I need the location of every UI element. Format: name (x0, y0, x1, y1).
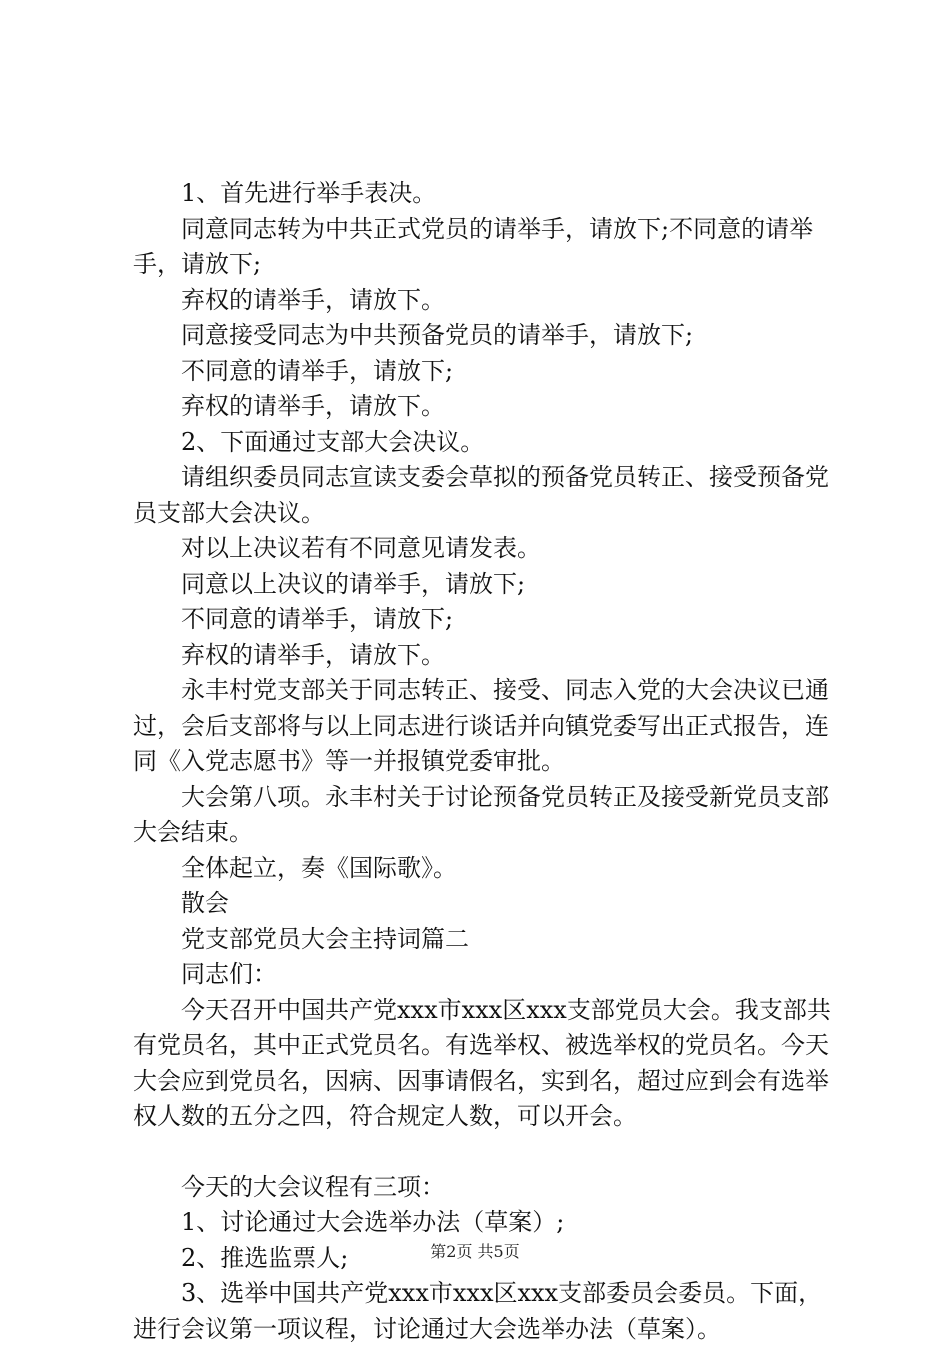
paragraph: 对以上决议若有不同意见请发表。 (181, 534, 541, 562)
salutation: 同志们： (181, 960, 277, 988)
paragraph: 不同意的请举手，请放下; (181, 356, 454, 385)
paragraph: 1、首先进行举手表决。 (181, 179, 437, 207)
paragraph: 大会第八项。永丰村关于讨论预备党员转正及接受新党员支部大会结束。 (133, 782, 829, 846)
paragraph: 同意接受同志为中共预备党员的请举手，请放下; (181, 321, 694, 349)
section-heading: 党支部党员大会主持词篇二 (181, 924, 469, 953)
paragraph: 今天召开中国共产党xxx市xxx区xxx支部党员大会。我支部共有党员名，其中正式党员名。有选举权、被选举权的党员名。今天大会应到党员名，因病、因事请假名，实到名，超过应到会有选举权人数的五分之四，符合规定人数，可以开会。 (133, 995, 831, 1130)
paragraph: 今天的大会议程有三项： (181, 1172, 445, 1201)
document-body (133, 176, 833, 1347)
page-number-footer: 第2页 共5页 (430, 1242, 520, 1261)
agenda-item: 2、推选监票人; (181, 1243, 349, 1272)
paragraph: 同意同志转为中共正式党员的请举手，请放下;不同意的请举手，请放下; (133, 214, 814, 278)
agenda-item: 3、选举中国共产党xxx市xxx区xxx支部委员会委员。下面，进行会议第一项议程，讨论通过大会选举办法（草案）。 (133, 1279, 823, 1343)
paragraph-spacer (133, 1135, 833, 1170)
paragraph: 弃权的请举手，请放下。 (181, 392, 445, 420)
paragraph: 2、下面通过支部大会决议。 (181, 427, 485, 456)
paragraph: 不同意的请举手，请放下; (181, 605, 454, 633)
paragraph: 弃权的请举手，请放下。 (181, 285, 445, 314)
paragraph: 永丰村党支部关于同志转正、接受、同志入党的大会决议已通过，会后支部将与以上同志进行谈话并向镇党委写出正式报告，连同《入党志愿书》等一并报镇党委审批。 (133, 676, 829, 775)
paragraph: 请组织委员同志宣读支委会草拟的预备党员转正、接受预备党员支部大会决议。 (133, 463, 829, 527)
paragraph: 同意以上决议的请举手，请放下; (181, 569, 526, 598)
paragraph: 全体起立，奏《国际歌》。 (181, 853, 457, 882)
paragraph: 弃权的请举手，请放下。 (181, 640, 445, 669)
agenda-item: 1、讨论通过大会选举办法（草案）; (181, 1208, 565, 1236)
paragraph: 散会 (181, 889, 229, 917)
